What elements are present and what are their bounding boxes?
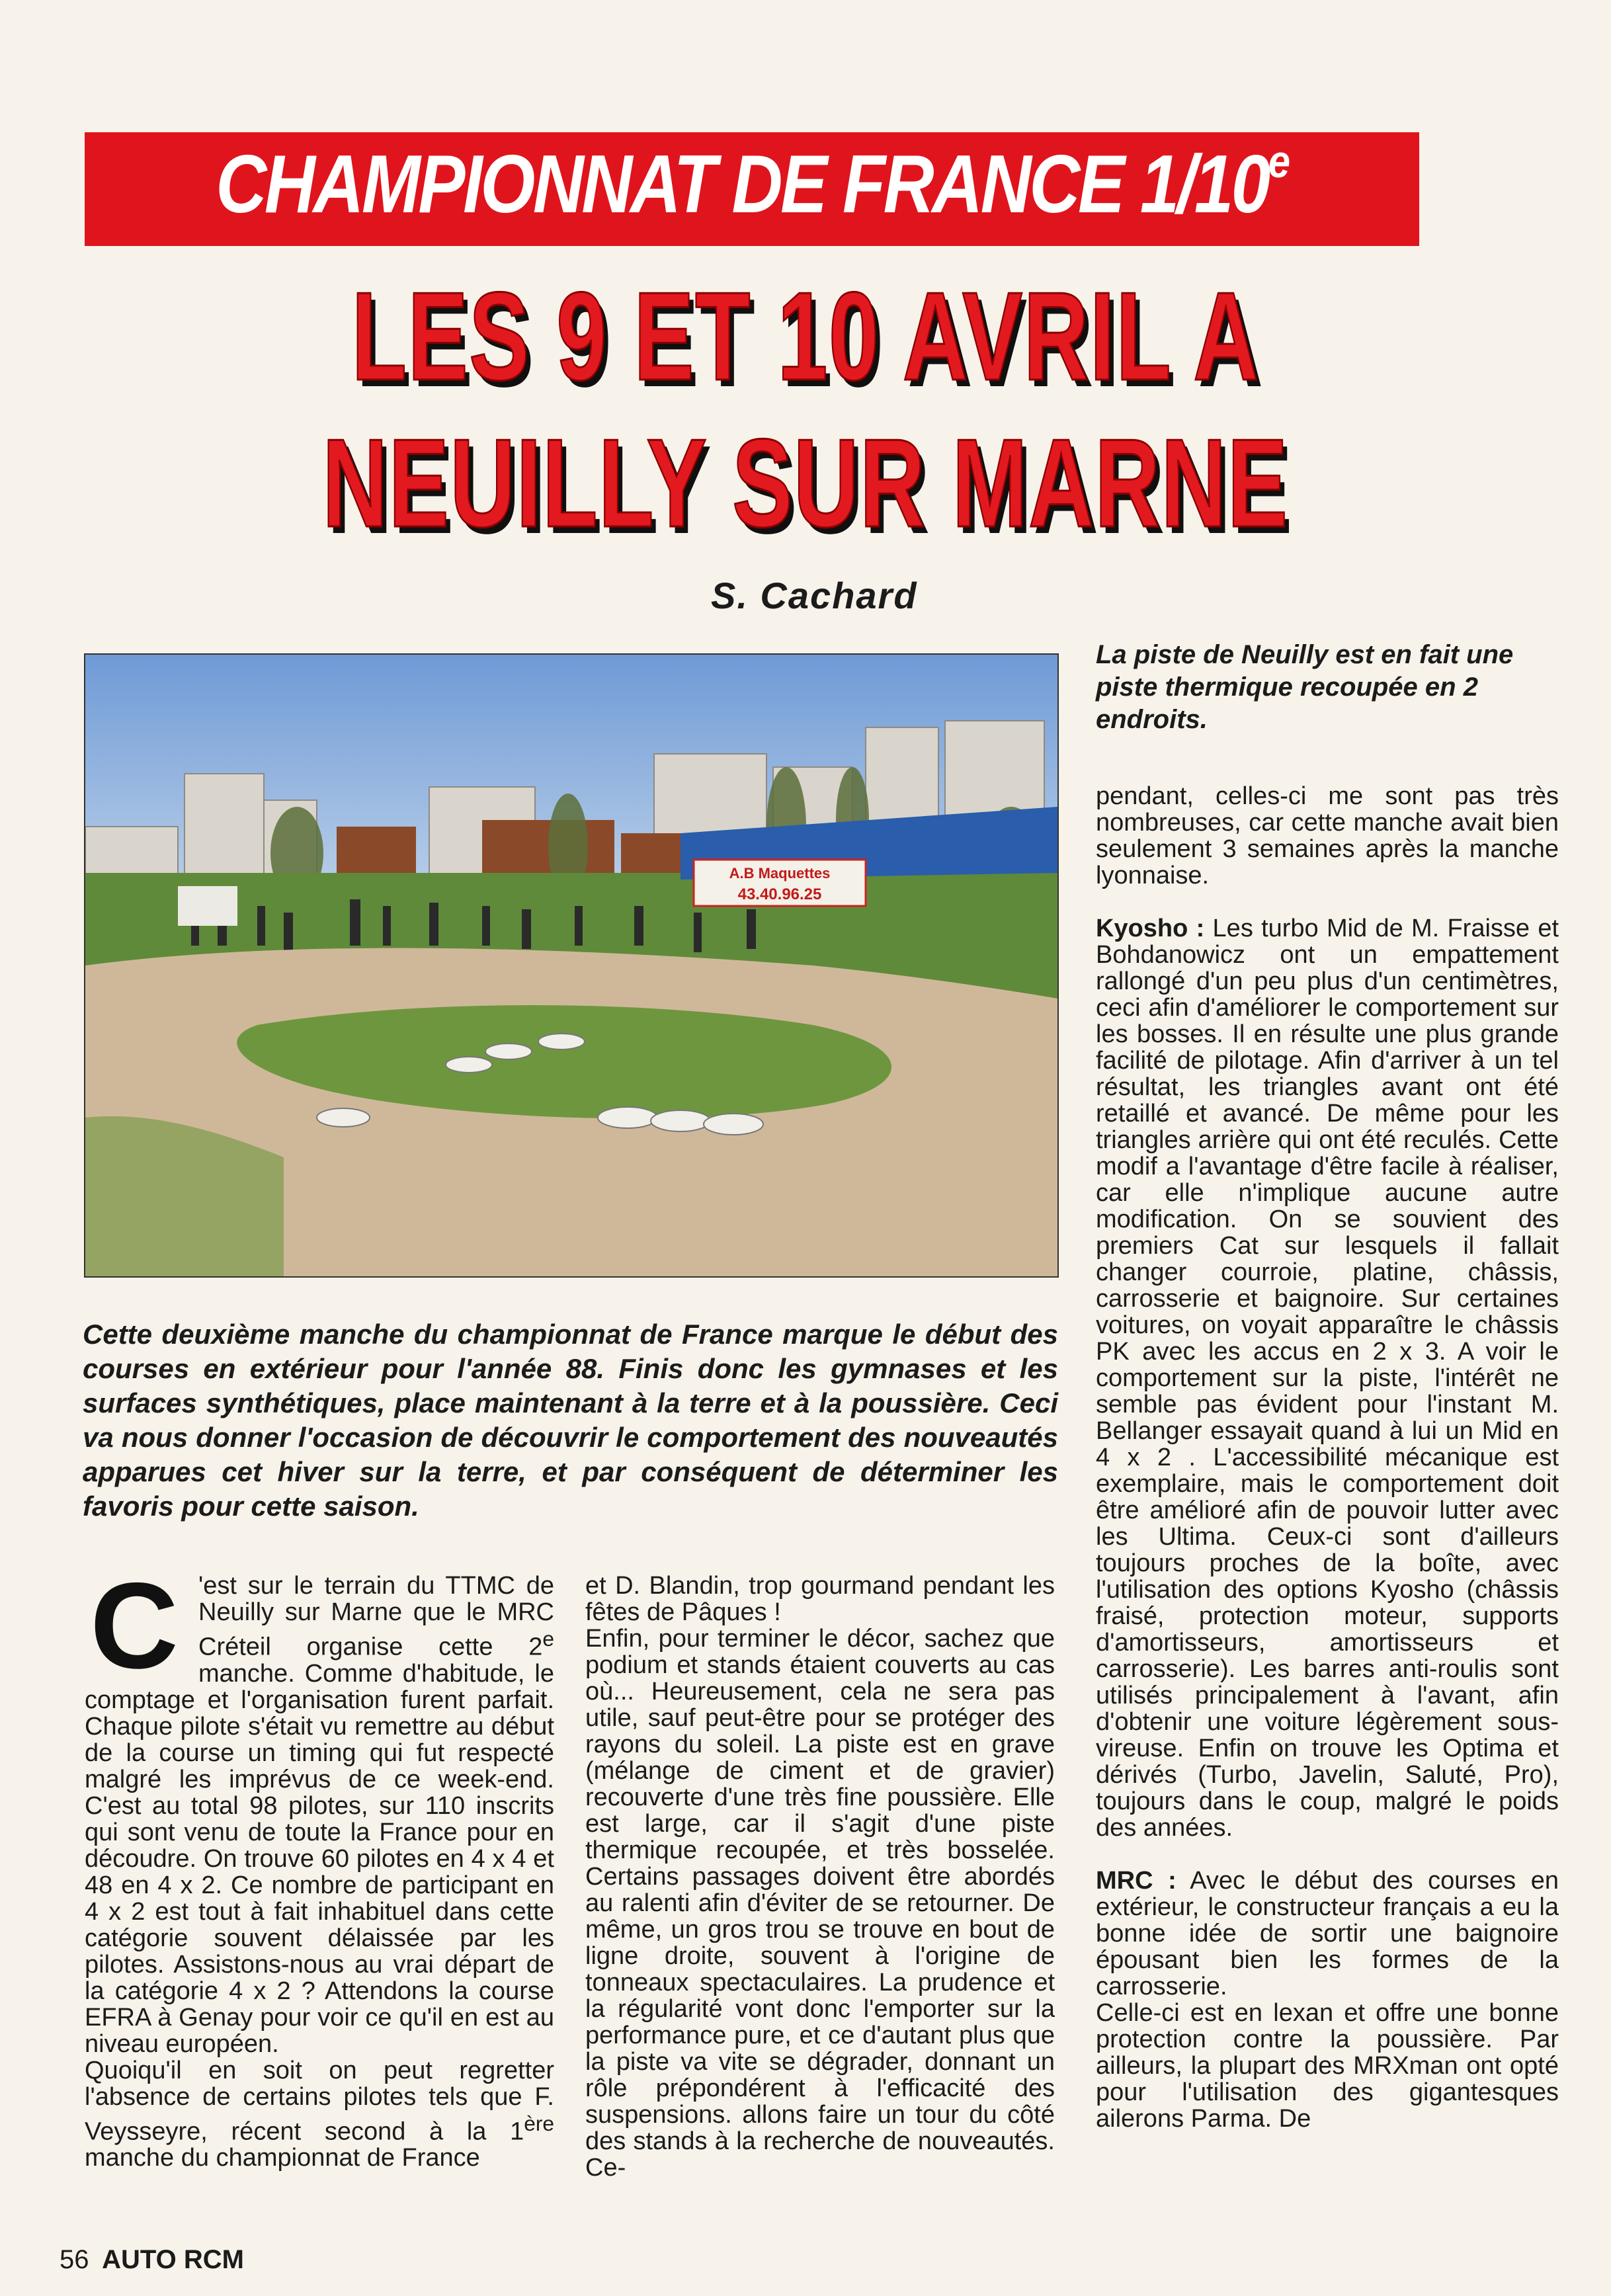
column2-paragraph-1: et D. Blandin, trop gourmand pendant les fêtes de Pâques !	[585, 1572, 1055, 1626]
mrc-heading: MRC :	[1096, 1867, 1177, 1895]
drop-cap	[85, 1575, 184, 1674]
article-column-1	[85, 1573, 554, 2171]
photo-caption: La piste de Neuilly est en fait une piste thermique recoupée en 2 endroits.	[1096, 640, 1514, 734]
page-number: 56	[60, 2245, 89, 2274]
mrc-section: MRC : Avec le début des courses en extérieur, le constructeur français a eu la bonne idée de sortir une baignoire épousant bien les formes de la carrosserie.	[1096, 1867, 1559, 2000]
sponsor-sign-phone: 43.40.96.25	[737, 885, 822, 903]
drop-cap-letter: C	[90, 1575, 179, 1674]
magazine-name: AUTO RCM	[102, 2245, 244, 2274]
headline-line-2: NEUILLY SUR MARNE	[322, 413, 1289, 554]
column2-paragraph-2: Enfin, pour terminer le décor, sachez que podium et stands étaient couverts au cas où... Heureusement, cela ne sera pas utile, sauf peut-être pour se protéger des rayons du soleil. La piste est en grave (mélange de ciment et de gravier) recouverte d'une très fine poussière. Elle est large, car il s'agit d'une piste thermique recoupée, et très bosselée. Certains passages doivent être abordés au ralenti afin d'éviter de se retourner. De même, un gros trou se trouve en bout de ligne droite, souvent à l'origine de tonneaux spectaculaires. La prudence et la régularité vont donc l'emporter sur la performance pure, et ce d'autant plus que la piste va vite se dégrader, donnant un rôle prépondérent à l'efficacité des suspensions. allons faire un tour du côté des stands à la recherche de nouveautés. Ce-	[585, 1625, 1055, 2182]
column1-paragraph-1: 'est sur le terrain du TTMC de Neuilly sur Marne que le MRC Créteil organise cette 2e manche. Comme d'habitude, le comptage et l'organisation furent parfait. Chaque pilote s'était vu remettre au début de la course un timing qui fut respecté malgré les imprévus de ce week-end. C'est au total 98 pilotes, sur 110 inscrits qui sont venu de toute la France pour en découdre. On trouve 60 pilotes en 4 x 4 et 48 en 4 x 2. Ce nombre de participant en 4 x 2 est tout à fait inhabituel dans cette catégorie souvent délaissée par les pilotes. Assistons-nous au vrai départ de la catégorie 4 x 2 ? Attendons la course EFRA à Genay pour voir ce qu'il en est au niveau européen.	[85, 1572, 554, 2058]
page-footer	[60, 2245, 244, 2275]
author-byline: S. Cachard	[711, 575, 918, 616]
column3-paragraph-1: pendant, celles-ci me sont pas très nombreuses, car cette manche avait bien seulement 3 semaines après la manche lyonnaise.	[1096, 782, 1559, 889]
article-column-2	[585, 1573, 1055, 2181]
column3-paragraph-4: Celle-ci est en lexan et offre une bonne protection contre la poussière. Par ailleurs, la plupart des MRXman ont opté pour l'utilisation des gigantesques ailerons Parma. De	[1096, 1999, 1559, 2133]
sponsor-sign-name: A.B Maquettes	[729, 865, 831, 882]
article-column-3	[1096, 783, 1559, 2132]
kyosho-heading: Kyosho :	[1096, 915, 1205, 942]
photo-illustration	[85, 655, 1057, 1276]
banner-title: CHAMPIONNAT DE FRANCE 1/10e	[216, 136, 1288, 230]
column1-paragraph-2: Quoiqu'il en soit on peut regretter l'absence de certains pilotes tels que F. Veysseyre, récent second à la 1ère manche du championnat de France	[85, 2056, 554, 2172]
title-banner	[85, 132, 1419, 246]
kyosho-section: Kyosho : Les turbo Mid de M. Fraisse et Bohdanowicz ont un empattement rallongé d'un peu plus d'un centimètres, ceci afin d'améliorer le comportement sur les bosses. Il en résulte une plus grande facilité de pilotage. Afin d'arriver à un tel résultat, les triangles avant ont été retaillé et avancé. De même pour les triangles arrière qui ont été reculés. Cette modif a l'avantage d'être facile à réaliser, car elle n'implique aucune autre modification. On se souvient des premiers Cat sur lesquels il fallait changer courroie, platine, châssis, carrosserie et baignoire. Sur certaines voitures, on voyait apparaître le châssis PK avec les accus en 2 x 3. A voir le comportement sur la piste, l'intérêt ne semble pas évident pour l'instant M. Bellanger essayait quand à lui un Mid en 4 x 2 . L'accessibilité mécanique est exemplaire, mais le comportement doit être amélioré afin de pouvoir lutter avec les Ultima. Ceux-ci sont d'ailleurs toujours proches de la boîte, avec l'utilisation des options Kyosho (châssis fraisé, protection moteur, supports d'amortisseurs, amortisseurs et carrosserie). Les barres anti-roulis sont utilisés principalement à l'avant, afin d'obtenir une voiture légèrement sous-vireuse. Enfin on trouve les Optima et dérivés (Turbo, Javelin, Saluté, Pro), toujours dans le coup, malgré le poids des années.	[1096, 915, 1559, 1842]
race-track-photo	[84, 653, 1059, 1278]
article-intro: Cette deuxième manche du championnat de France marque le début des courses en extérieur pour l'année 88. Finis donc les gymnases et les surfaces synthétiques, place maintenant à la terre et à la poussière. Ceci va nous donner l'occasion de découvrir le comportement des nouveautés apparues cet hiver sur la terre, et par conséquent de déterminer les favoris pour cette saison.	[83, 1319, 1058, 1522]
headline-line-1: LES 9 ET 10 AVRIL A	[351, 266, 1260, 407]
